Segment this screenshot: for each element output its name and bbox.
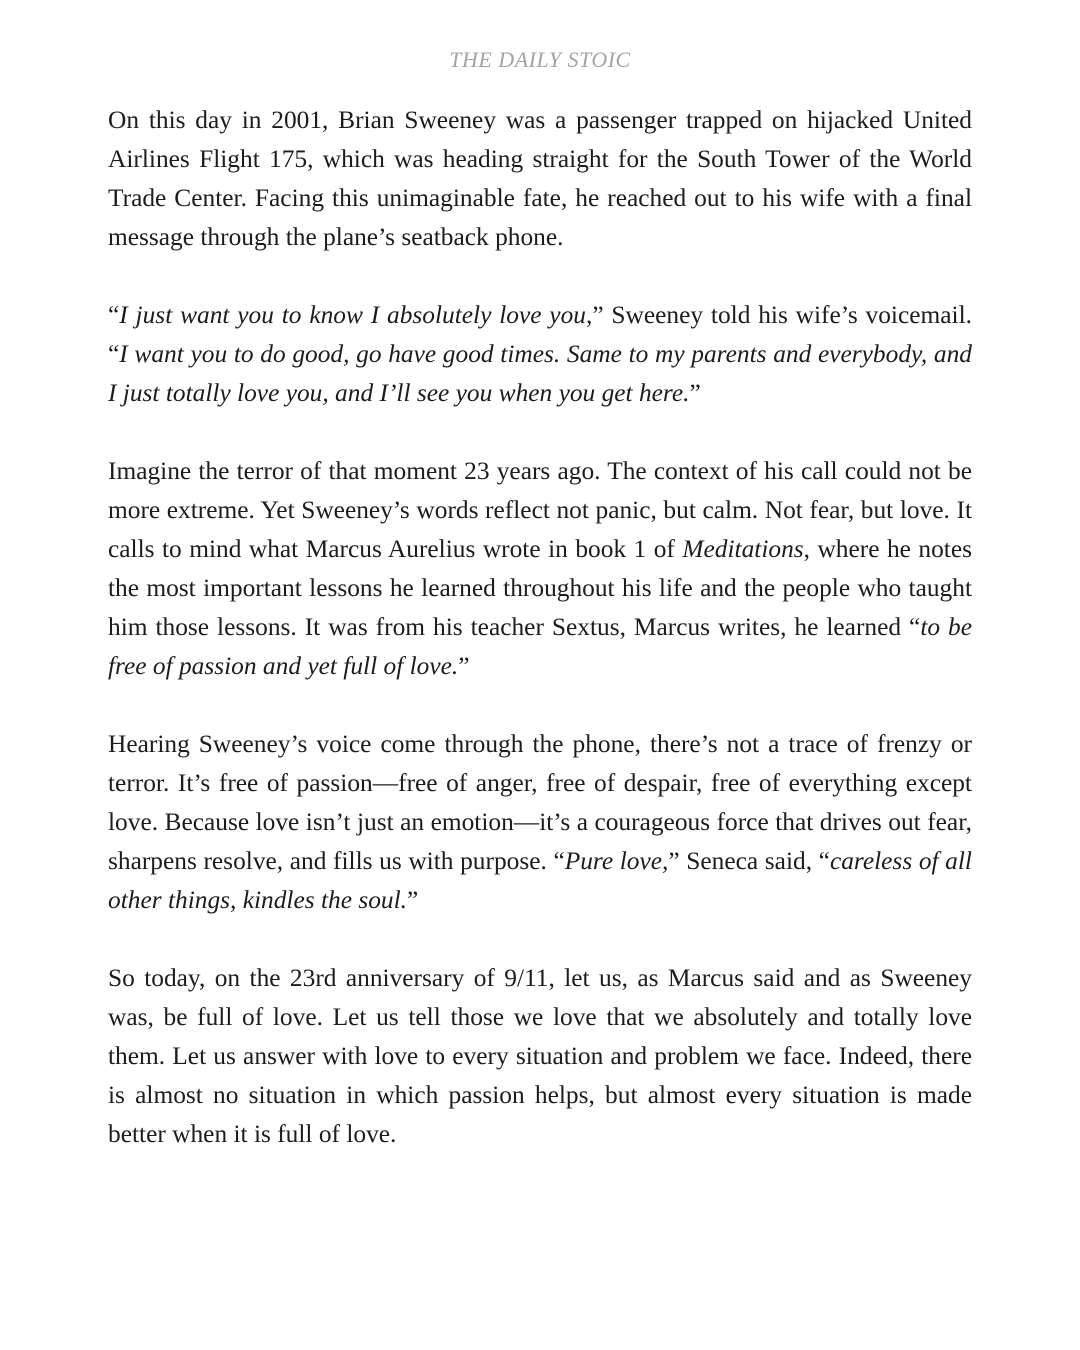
- seneca-quote-1: Pure love,: [564, 847, 669, 875]
- paragraph-3: [108, 452, 972, 686]
- voicemail-quote-2: I want you to do good, go have good times. Same to my parents and everybody, and I just totally love you, and I’ll see you when you get here.: [108, 340, 972, 407]
- voicemail-quote-1: I just want you to know I absolutely love you: [119, 301, 586, 329]
- paragraph-3-text-2: , where he notes the most important lessons he learned throughout his life and the people who taught him those lessons. It was from his teacher Sextus, Marcus writes, he learned “: [108, 535, 972, 641]
- paragraph-4: [108, 725, 972, 920]
- paragraph-3-text-1: Imagine the terror of that moment 23 years ago. The context of his call could not be more extreme. Yet Sweeney’s words reflect not panic, but calm. Not fear, but love. It calls to mind what Marcus Aurelius wrote in book 1 of: [108, 457, 972, 563]
- seneca-quote-2: careless of all other things, kindles the soul.: [108, 847, 972, 914]
- paragraph-2: [108, 296, 972, 413]
- quote-open-mark: “: [108, 301, 120, 329]
- paragraph-4-text-2: ” Seneca said, “: [668, 847, 830, 875]
- quote-close-mark: ”: [407, 886, 419, 914]
- paragraph-2-text: ,” Sweeney told his wife’s voicemail. “: [108, 301, 972, 368]
- paragraph-1: On this day in 2001, Brian Sweeney was a passenger trapped on hijacked United Airlines Flight 175, which was heading straight for the South Tower of the World Trade Center. Facing this unimaginable fate, he reached out to his wife with a final message through the plane’s seatback phone.: [108, 106, 972, 251]
- book-title: Meditations: [682, 535, 804, 563]
- publication-title: THE DAILY STOIC: [449, 47, 631, 72]
- marcus-quote: to be free of passion and yet full of love.: [108, 613, 973, 680]
- paragraph-5: So today, on the 23rd anniversary of 9/11, let us, as Marcus said and as Sweeney was, be full of love. Let us tell those we love that we absolutely and totally love them. Let us answer with love to every situation and problem we face. Indeed, there is almost no situation in which passion helps, but almost every situation is made better when it is full of love.: [108, 964, 972, 1148]
- paragraph-4-text-1: Hearing Sweeney’s voice come through the phone, there’s not a trace of frenzy or terror. It’s free of passion—free of anger, free of despair, free of everything except love. Because love isn’t just an emotion—it’s a courageous force that drives out fear, sharpens resolve, and fills us with purpose. “: [108, 730, 972, 875]
- quote-close-mark: ”: [458, 652, 470, 680]
- article-body: [108, 101, 972, 1154]
- quote-close-mark: ”: [689, 379, 701, 407]
